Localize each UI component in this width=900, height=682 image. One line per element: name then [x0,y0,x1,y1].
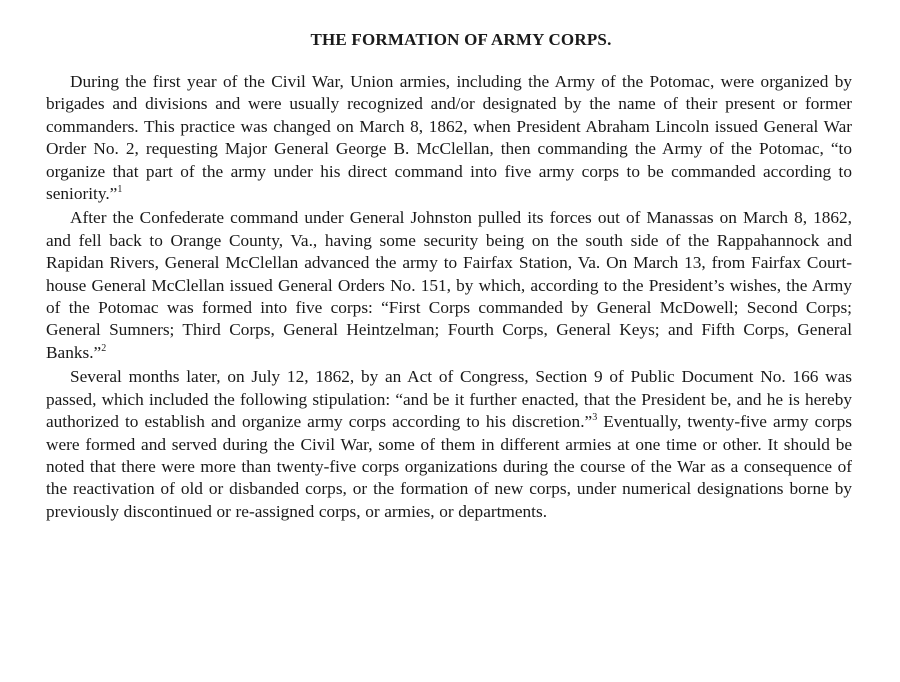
document-title: THE FORMATION OF ARMY CORPS. [310,30,612,49]
paragraph-text-continued: Eventually, twenty-five army corps were formed and served during the Civil War, some of them in different armies at one time or other. It should be noted that there were more than twenty-five corps organizations during the course of the War as a consequence of the reactivation of old or disbanded corps, or the formation of new corps, under numerical designations borne by previously discontinued or re-assigned corps, or armies, or departments. [46,412,852,521]
paragraph-text: Several months later, on July 12, 1862, by an Act of Congress, Section 9 of Public Document No. 166 was passed, which included the following stipulation: “and be it further enacted, that the President be, and he is hereby authorized to establish and organize army corps according to his discretion.” [46,367,852,432]
footnote-marker-1: 1 [117,184,123,196]
paragraph-3 [46,366,852,523]
paragraph-2 [46,207,852,364]
footnote-marker-2: 2 [101,342,107,354]
document-page [46,30,852,525]
paragraph-text: During the first year of the Civil War, Union armies, including the Army of the Potomac, were organized by brigades and divisions and were usually recognized and/or designated by the name of their present or former commanders. This practice was changed on March 8, 1862, when President Abraham Lincoln issued General War Order No. 2, requesting Major General George B. McClellan, then commanding the Army of the Potomac, “to organize that part of the army under his direct command into five army corps to be commanded according to seniority.” [46,72,852,204]
paragraph-text: After the Confederate command under General Johnston pulled its forces out of Manassas on March 8, 1862, and fell back to Orange County, Va., having some security being on the south side of the Rappahannock and Rapidan Rivers, General McClellan advanced the army to Fairfax Station, Va. On March 13, from Fairfax Court-house General McClellan issued General Orders No. 151, by which, according to the President’s wishes, the Army of the Potomac was formed into five corps: “First Corps commanded by General McDowell; Second Corps; General Sumners; Third Corps, General Heintzelman; Fourth Corps, General Keys; and Fifth Corps, General Banks.” [46,208,852,362]
footnote-marker-3: 3 [592,412,598,424]
paragraph-1 [46,71,852,205]
